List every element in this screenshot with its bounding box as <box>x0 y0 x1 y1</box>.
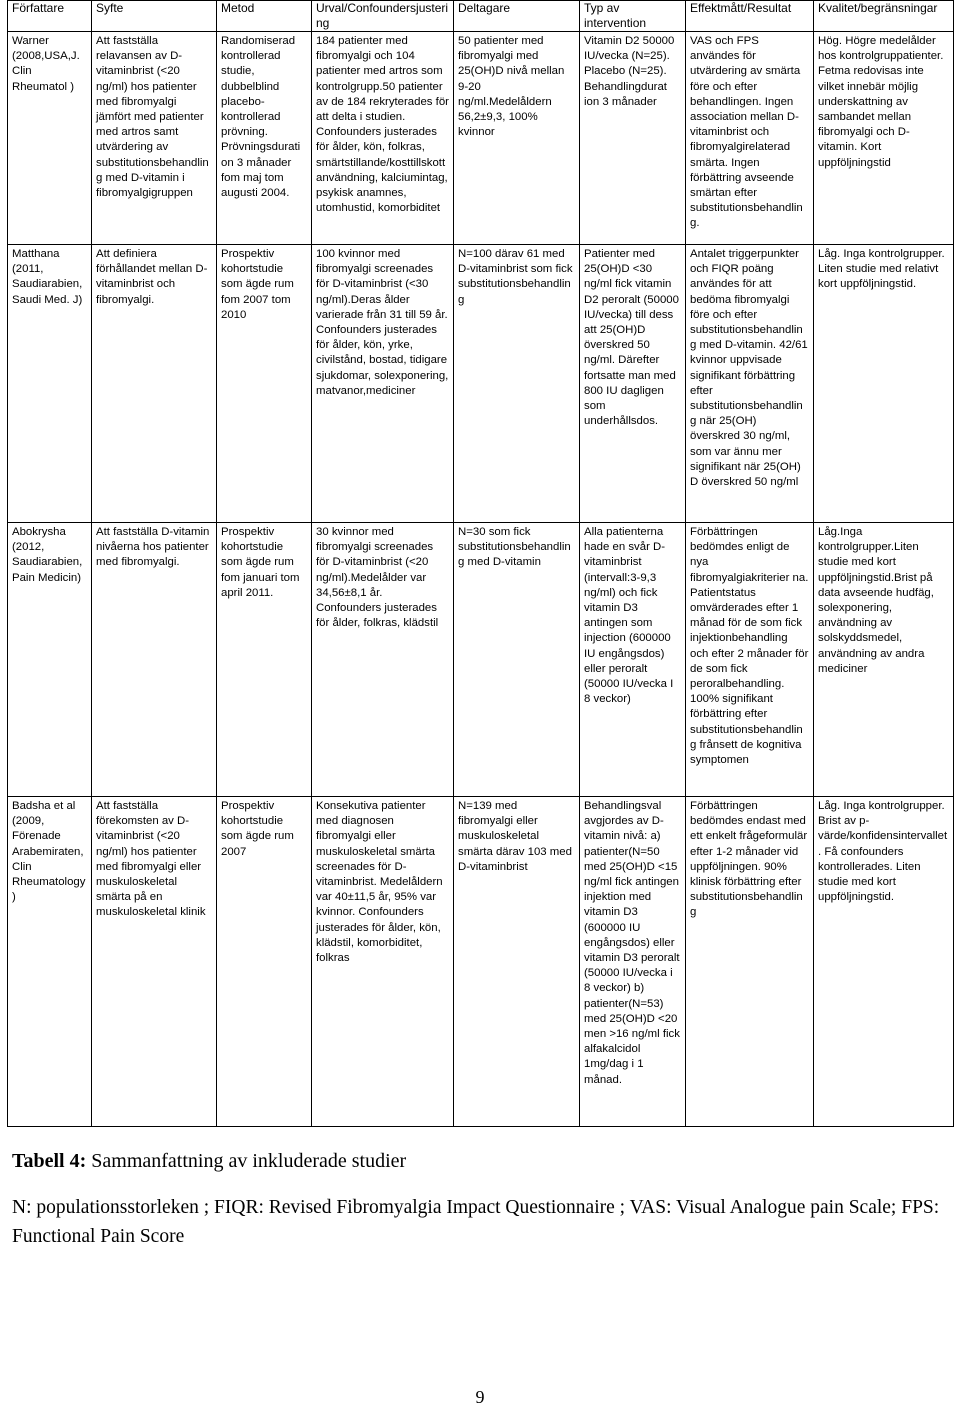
table-caption <box>12 1148 406 1174</box>
cell-aim: Att fastställa förekomsten av D-vitaminbrist (<20 ng/ml) hos patienter med fibromyalgi eller muskuloskeletal smärta på en muskuloskeletal klinik <box>92 797 217 1127</box>
cell-aim: Att fastställa D-vitamin nivåerna hos patienter med fibromyalgi. <box>92 523 217 797</box>
cell-method: Randomiserad kontrollerad studie, dubbelblind placebo-kontrollerad prövning. Prövningsdurati on 3 månader fom maj tom augusti 2004. <box>217 32 312 245</box>
cell-method: Prospektiv kohortstudie som ägde rum 2007 <box>217 797 312 1127</box>
page-number: 9 <box>475 1387 485 1407</box>
caption-label: Tabell 4: <box>12 1150 87 1172</box>
header-method: Metod <box>217 1 312 32</box>
cell-participants: N=139 med fibromyalgi eller muskuloskeletal smärta därav 103 med D-vitaminbrist <box>454 797 580 1127</box>
table-row <box>8 32 954 245</box>
cell-results: Förbättringen bedömdes enligt de nya fibromyalgiakriterier na. Patientstatus omvärderades efter 1 månad för de som fick injektionbehandling och efter 2 månader för de som fick peroralbehandling. 100% signifikant förbättring efter substitutionsbehandling frånsett de kognitiva symptomen <box>686 523 814 797</box>
cell-results: Antalet triggerpunkter och FIQR poäng användes för att bedöma fibromyalgi före och efter substitutionsbehandling med D-vitamin. 42/61 kvinnor uppvisade signifikant förbättring efter substitutionsbehandling när 25(OH) överskred 30 ng/ml, som var ännu mer signifikant när 25(OH) D överskred 50 ng/ml <box>686 245 814 523</box>
studies-summary-table <box>7 0 954 1127</box>
cell-participants: 50 patienter med fibromyalgi med 25(OH)D nivå mellan 9-20 ng/ml.Medelåldern 56,2±9,3, 100% kvinnor <box>454 32 580 245</box>
cell-method: Prospektiv kohortstudie som ägde rum fom 2007 tom 2010 <box>217 245 312 523</box>
cell-author: Warner (2008,USA,J. Clin Rheumatol ) <box>8 32 92 245</box>
table-row <box>8 797 954 1127</box>
cell-participants: N=100 därav 61 med D-vitaminbrist som fick substitutionsbehandling <box>454 245 580 523</box>
cell-intervention: Patienter med 25(OH)D <30 ng/ml fick vitamin D2 peroralt (50000 IU/vecka) till dess att 25(OH)D överskred 50 ng/ml. Därefter fortsatte man med 800 IU dagligen som underhållsdos. <box>580 245 686 523</box>
cell-intervention: Vitamin D2 50000 IU/vecka (N=25). Placebo (N=25). Behandlingdurat ion 3 månader <box>580 32 686 245</box>
cell-quality: Låg.Inga kontrolgrupper.Liten studie med kort uppföljningstid.Brist på data avseende hudfäg, solexponering, användning av solskyddsmedel, användning av andra mediciner <box>814 523 954 797</box>
cell-author: Matthana (2011, Saudiarabien, Saudi Med. J) <box>8 245 92 523</box>
cell-aim: Att definiera förhållandet mellan D-vitaminbrist och fibromyalgi. <box>92 245 217 523</box>
cell-selection: 184 patienter med fibromyalgi och 104 patienter med artros som kontrolgrupp.50 patienter av de 184 rekryterades för att delta i studien. Confounders justerades för ålder, kön, folkras, smärtstillande/kosttillskott användning, kalciumintag, psykisk anamnes, utomhustid, komorbiditet <box>312 32 454 245</box>
cell-quality: Låg. Inga kontrolgrupper. Liten studie med relativt kort uppföljningstid. <box>814 245 954 523</box>
cell-results: Förbättringen bedömdes endast med ett enkelt frågeformulär efter 1-2 månader vid uppföljningen. 90% klinisk förbättring efter substitutionsbehandling <box>686 797 814 1127</box>
abbreviation-legend: N: populationsstorleken ; FIQR: Revised Fibromyalgia Impact Questionnaire ; VAS: Visual Analogue pain Scale; FPS: Functional Pain Score <box>12 1197 940 1247</box>
caption-text: Sammanfattning av inkluderade studier <box>86 1150 407 1172</box>
table-header-row <box>8 1 954 32</box>
cell-aim: Att fastställa relavansen av D-vitaminbrist (<20 ng/ml) hos patienter med fibromyalgi jämfört med patienter med artros samt utvärdering av substitutionsbehandling med D-vitamin i fibromyalgigruppen <box>92 32 217 245</box>
header-aim: Syfte <box>92 1 217 32</box>
cell-quality: Hög. Högre medelålder hos kontrolgruppatienter. Fetma redovisas inte vilket innebär möjlig underskattning av sambandet mellan fibromyalgi och D-vitamin. Kort uppföljningstid <box>814 32 954 245</box>
cell-selection: Konsekutiva patienter med diagnosen fibromyalgi eller muskuloskeletal smärta screenades för D-vitaminbrist. Medelåldern var 40±11,5 år, 95% var kvinnor. Confounders justerades för ålder, kön, klädstil, komorbiditet, folkras <box>312 797 454 1127</box>
cell-quality: Låg. Inga kontrolgrupper. Brist av p-värde/konfidensintervallet. Få confounders kontrollerades. Liten studie med kort uppföljningstid. <box>814 797 954 1127</box>
cell-results: VAS och FPS användes för utvärdering av smärta före och efter behandlingen. Ingen association mellan D-vitaminbrist och fibromyalgirelaterad smärta. Ingen förbättring avseende smärtan efter substitutionsbehandling. <box>686 32 814 245</box>
table-row <box>8 245 954 523</box>
cell-participants: N=30 som fick substitutionsbehandling med D-vitamin <box>454 523 580 797</box>
cell-author: Badsha et al (2009, Förenade Arabemiraten, Clin Rheumatology) <box>8 797 92 1127</box>
cell-intervention: Behandlingsval avgjordes av D-vitamin nivå: a) patienter(N=50 med 25(OH)D <15 ng/ml fick antingen injektion med vitamin D3 (600000 IU engångsdos) eller vitamin D3 peroralt (50000 IU/vecka i 8 veckor) b) patienter(N=53) med 25(OH)D <20 men >16 ng/ml fick alfakalcidol 1mg/dag i 1 månad. <box>580 797 686 1127</box>
header-results: Effektmått/Resultat <box>686 1 814 32</box>
table-row <box>8 523 954 797</box>
cell-method: Prospektiv kohortstudie som ägde rum fom januari tom april 2011. <box>217 523 312 797</box>
header-intervention: Typ av intervention <box>580 1 686 32</box>
cell-selection: 100 kvinnor med fibromyalgi screenades för D-vitaminbrist (<30 ng/ml).Deras ålder varierade från 31 till 59 år. Confounders justerades för ålder, kön, yrke, civilstånd, bostad, tidigare sjukdomar, solexponering, matvanor,mediciner <box>312 245 454 523</box>
header-selection: Urval/Confoundersjustering <box>312 1 454 32</box>
header-participants: Deltagare <box>454 1 580 32</box>
cell-intervention: Alla patienterna hade en svår D-vitaminbrist (intervall:3-9,3 ng/ml) och fick vitamin D3 antingen som injection (600000 IU engångsdos) eller peroralt (50000 IU/vecka I 8 veckor) <box>580 523 686 797</box>
cell-selection: 30 kvinnor med fibromyalgi screenades för D-vitaminbrist (<20 ng/ml).Medelålder var 34,56±8,1 år. Confounders justerades för ålder, folkras, klädstil <box>312 523 454 797</box>
cell-author: Abokrysha (2012, Saudiarabien, Pain Medicin) <box>8 523 92 797</box>
header-author: Författare <box>8 1 92 32</box>
header-quality: Kvalitet/begränsningar <box>814 1 954 32</box>
